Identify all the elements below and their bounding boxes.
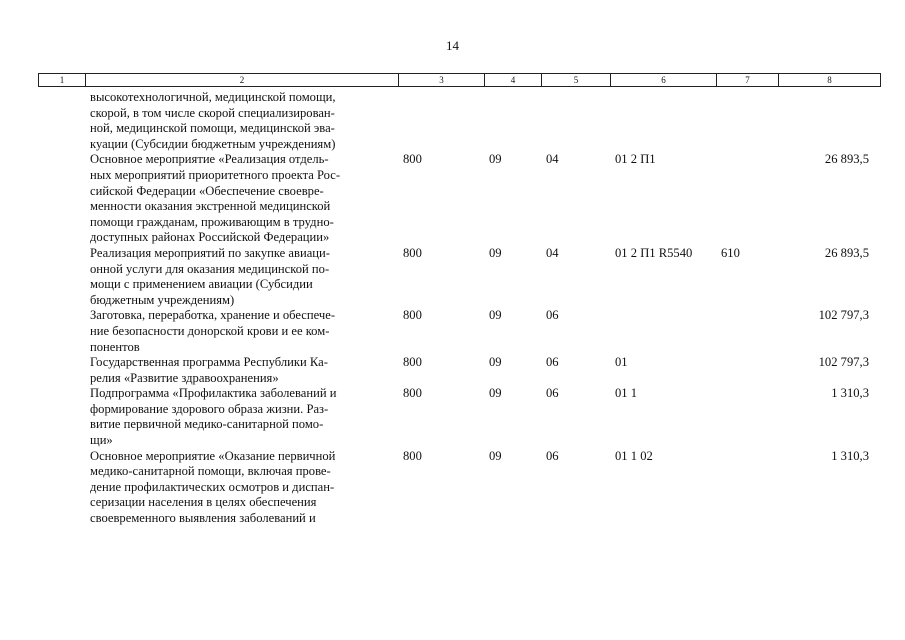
row-description — [90, 90, 390, 152]
amount: 102 797,3 — [818, 355, 869, 370]
description-line: ние безопасности донорской крови и ее ком- — [90, 323, 330, 338]
ministry-code: 800 — [403, 152, 422, 167]
description-line: своевременного выявления заболеваний и — [90, 511, 316, 526]
description-line: Основное мероприятие «Реализация отдель- — [90, 152, 329, 167]
subsection-code: 06 — [546, 355, 559, 370]
description-line: онной услуги для оказания медицинской по- — [90, 261, 330, 276]
description-line: щи» — [90, 433, 113, 448]
section-code: 09 — [489, 355, 502, 370]
table-row — [38, 308, 880, 355]
header-col-1: 1 — [39, 74, 86, 87]
target-article-code: 01 1 — [615, 386, 638, 401]
header-col-8: 8 — [779, 74, 881, 87]
description-line: дение профилактических осмотров и диспан- — [90, 479, 335, 494]
description-line: высокотехнологичной, медицинской помощи, — [90, 90, 336, 104]
section-code: 09 — [489, 245, 502, 260]
description-line: скорой, в том числе скорой специализирован- — [90, 105, 335, 120]
description-line: медико-санитарной помощи, включая прове- — [90, 464, 331, 479]
description-line: Государственная программа Республики Ка- — [90, 355, 328, 370]
header-col-2: 2 — [86, 74, 399, 87]
description-line: сийской Федерации «Обеспечение своевре- — [90, 183, 324, 198]
description-line: ных мероприятий приоритетного проекта Рос- — [90, 167, 341, 182]
column-number-header — [38, 73, 881, 87]
ministry-code: 800 — [403, 308, 422, 323]
row-description — [90, 246, 390, 308]
row-description — [90, 308, 390, 355]
table-row — [38, 90, 880, 152]
target-article-code: 01 2 П1 R5540 — [615, 245, 693, 260]
section-code: 09 — [489, 308, 502, 323]
budget-table-body — [38, 90, 880, 527]
table-row — [38, 355, 880, 386]
description-line: ной, медицинской помощи, медицинской эва- — [90, 121, 335, 136]
amount: 26 893,5 — [824, 245, 869, 260]
amount: 26 893,5 — [824, 152, 869, 167]
page-number: 14 — [446, 38, 459, 53]
description-line: понентов — [90, 339, 140, 354]
header-col-7: 7 — [717, 74, 779, 87]
description-line: доступных районах Российской Федерации» — [90, 230, 330, 245]
description-line: Основное мероприятие «Оказание первичной — [90, 448, 336, 463]
subsection-code: 04 — [546, 152, 559, 167]
description-line: куации (Субсидии бюджетным учреждениям) — [90, 136, 336, 151]
section-code: 09 — [489, 448, 502, 463]
amount: 102 797,3 — [818, 308, 869, 323]
subsection-code: 06 — [546, 448, 559, 463]
header-col-5: 5 — [542, 74, 611, 87]
amount: 1 310,3 — [831, 386, 869, 401]
table-row — [38, 386, 880, 448]
ministry-code: 800 — [403, 386, 422, 401]
target-article-code: 01 2 П1 — [615, 152, 656, 167]
table-row — [38, 246, 880, 308]
description-line: релия «Развитие здравоохранения» — [90, 370, 279, 385]
description-line: серизации населения в целях обеспечения — [90, 495, 317, 510]
ministry-code: 800 — [403, 448, 422, 463]
section-code: 09 — [489, 152, 502, 167]
subsection-code: 04 — [546, 245, 559, 260]
target-article-code: 01 1 02 — [615, 448, 653, 463]
table-row — [38, 449, 880, 527]
header-col-6: 6 — [611, 74, 717, 87]
row-description — [90, 449, 390, 527]
description-line: Реализация мероприятий по закупке авиаци- — [90, 245, 330, 260]
section-code: 09 — [489, 386, 502, 401]
header-col-3: 3 — [399, 74, 485, 87]
row-description — [90, 152, 390, 246]
description-line: Заготовка, переработка, хранение и обеспече- — [90, 308, 336, 323]
subsection-code: 06 — [546, 308, 559, 323]
description-line: помощи гражданам, проживающим в трудно- — [90, 214, 334, 229]
subsection-code: 06 — [546, 386, 559, 401]
description-line: менности оказания экстренной медицинской — [90, 199, 331, 214]
target-article-code: 01 — [615, 355, 628, 370]
description-line: бюджетным учреждениям) — [90, 292, 235, 307]
row-description — [90, 355, 390, 386]
amount: 1 310,3 — [831, 448, 869, 463]
description-line: мощи с применением авиации (Субсидии — [90, 277, 313, 292]
ministry-code: 800 — [403, 245, 422, 260]
description-line: Подпрограмма «Профилактика заболеваний и — [90, 386, 337, 401]
header-col-4: 4 — [485, 74, 542, 87]
ministry-code: 800 — [403, 355, 422, 370]
expense-type-code: 610 — [721, 245, 740, 260]
description-line: формирование здорового образа жизни. Раз- — [90, 401, 329, 416]
row-description — [90, 386, 390, 448]
table-row — [38, 152, 880, 246]
description-line: витие первичной медико-санитарной помо- — [90, 417, 324, 432]
